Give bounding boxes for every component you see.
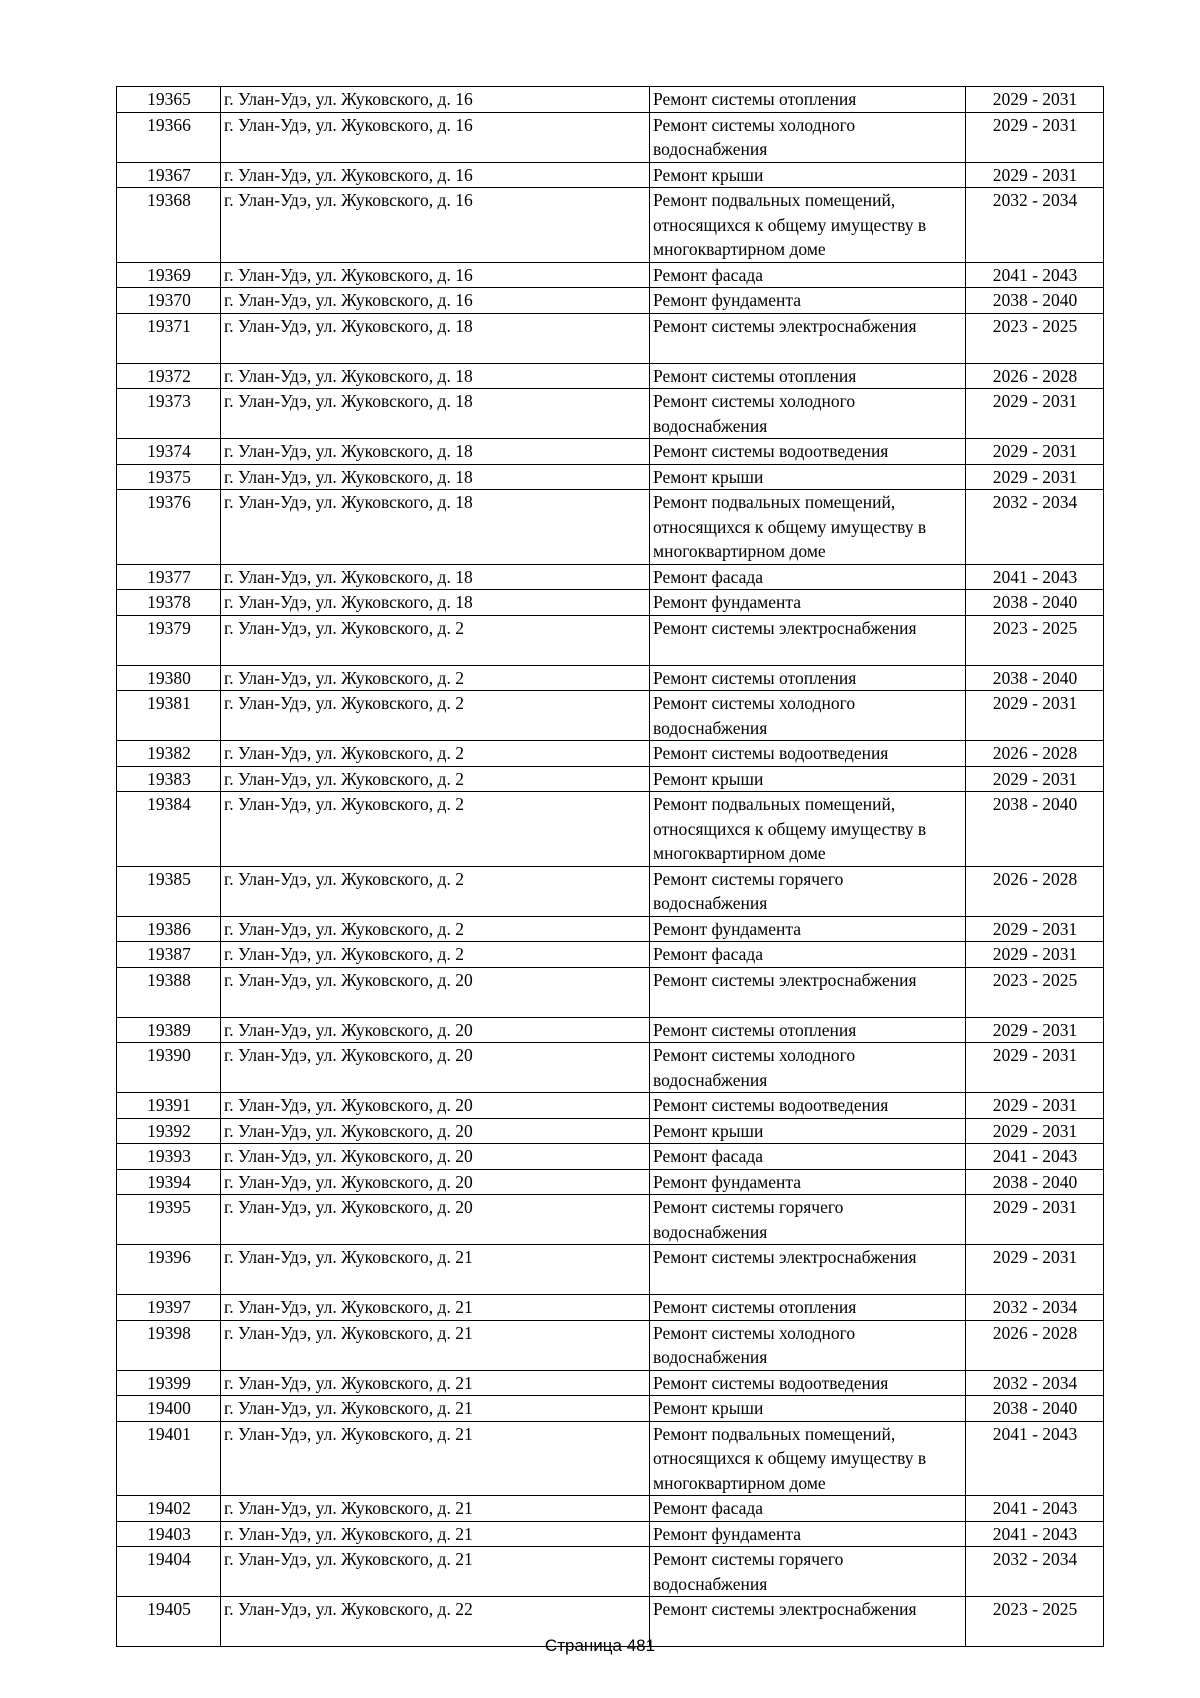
address-cell: г. Улан-Удэ, ул. Жуковского, д. 16 [221, 112, 650, 162]
address-cell: г. Улан-Удэ, ул. Жуковского, д. 2 [221, 691, 650, 741]
work-type-cell: Ремонт системы водоотведения [650, 439, 966, 465]
address-cell: г. Улан-Удэ, ул. Жуковского, д. 16 [221, 288, 650, 314]
period-cell: 2023 - 2025 [966, 313, 1104, 363]
period-cell: 2029 - 2031 [966, 1245, 1104, 1295]
table-row [117, 313, 1104, 363]
table-row [117, 288, 1104, 314]
period-cell: 2029 - 2031 [966, 87, 1104, 113]
address-cell: г. Улан-Удэ, ул. Жуковского, д. 18 [221, 389, 650, 439]
address-cell: г. Улан-Удэ, ул. Жуковского, д. 20 [221, 1118, 650, 1144]
work-type-cell: Ремонт крыши [650, 464, 966, 490]
period-cell: 2032 - 2034 [966, 1295, 1104, 1321]
period-cell: 2041 - 2043 [966, 1521, 1104, 1547]
row-number-cell: 19372 [117, 363, 221, 389]
work-type-cell: Ремонт фасада [650, 564, 966, 590]
period-cell: 2029 - 2031 [966, 1118, 1104, 1144]
address-cell: г. Улан-Удэ, ул. Жуковского, д. 20 [221, 1017, 650, 1043]
row-number-cell: 19376 [117, 490, 221, 565]
row-number-cell: 19390 [117, 1043, 221, 1093]
address-cell: г. Улан-Удэ, ул. Жуковского, д. 2 [221, 766, 650, 792]
row-number-cell: 19369 [117, 262, 221, 288]
table-row [117, 1017, 1104, 1043]
address-cell: г. Улан-Удэ, ул. Жуковского, д. 20 [221, 1144, 650, 1170]
period-cell: 2041 - 2043 [966, 564, 1104, 590]
work-type-cell: Ремонт фасада [650, 1496, 966, 1522]
work-type-cell: Ремонт фасада [650, 262, 966, 288]
address-cell: г. Улан-Удэ, ул. Жуковского, д. 20 [221, 967, 650, 1017]
work-type-cell: Ремонт системы электроснабжения [650, 313, 966, 363]
row-number-cell: 19368 [117, 188, 221, 263]
row-number-cell: 19381 [117, 691, 221, 741]
table-row [117, 1421, 1104, 1496]
table-row [117, 1144, 1104, 1170]
work-type-cell: Ремонт фасада [650, 942, 966, 968]
table-row [117, 1521, 1104, 1547]
row-number-cell: 19388 [117, 967, 221, 1017]
work-type-cell: Ремонт системы горячего водоснабжения [650, 1547, 966, 1597]
row-number-cell: 19404 [117, 1547, 221, 1597]
row-number-cell: 19394 [117, 1169, 221, 1195]
period-cell: 2041 - 2043 [966, 262, 1104, 288]
row-number-cell: 19402 [117, 1496, 221, 1522]
table-row [117, 866, 1104, 916]
address-cell: г. Улан-Удэ, ул. Жуковского, д. 21 [221, 1295, 650, 1321]
work-type-cell: Ремонт фундамента [650, 916, 966, 942]
work-type-cell: Ремонт системы электроснабжения [650, 615, 966, 665]
address-cell: г. Улан-Удэ, ул. Жуковского, д. 21 [221, 1547, 650, 1597]
period-cell: 2026 - 2028 [966, 363, 1104, 389]
row-number-cell: 19370 [117, 288, 221, 314]
period-cell: 2038 - 2040 [966, 1169, 1104, 1195]
address-cell: г. Улан-Удэ, ул. Жуковского, д. 20 [221, 1169, 650, 1195]
table-row [117, 1547, 1104, 1597]
work-type-cell: Ремонт подвальных помещений, относящихся к общему имуществу в многоквартирном доме [650, 792, 966, 867]
work-type-cell: Ремонт фундамента [650, 1521, 966, 1547]
period-cell: 2023 - 2025 [966, 615, 1104, 665]
work-type-cell: Ремонт системы холодного водоснабжения [650, 691, 966, 741]
period-cell: 2029 - 2031 [966, 162, 1104, 188]
period-cell: 2032 - 2034 [966, 1370, 1104, 1396]
table-row [117, 87, 1104, 113]
work-type-cell: Ремонт системы холодного водоснабжения [650, 1320, 966, 1370]
period-cell: 2029 - 2031 [966, 1017, 1104, 1043]
row-number-cell: 19396 [117, 1245, 221, 1295]
address-cell: г. Улан-Удэ, ул. Жуковского, д. 18 [221, 464, 650, 490]
work-type-cell: Ремонт подвальных помещений, относящихся к общему имуществу в многоквартирном доме [650, 188, 966, 263]
repair-schedule-table [116, 86, 1104, 1647]
period-cell: 2029 - 2031 [966, 1093, 1104, 1119]
row-number-cell: 19400 [117, 1396, 221, 1422]
row-number-cell: 19379 [117, 615, 221, 665]
address-cell: г. Улан-Удэ, ул. Жуковского, д. 22 [221, 1597, 650, 1647]
work-type-cell: Ремонт крыши [650, 162, 966, 188]
table-row [117, 564, 1104, 590]
address-cell: г. Улан-Удэ, ул. Жуковского, д. 21 [221, 1496, 650, 1522]
table-row [117, 1496, 1104, 1522]
row-number-cell: 19380 [117, 665, 221, 691]
table-row [117, 112, 1104, 162]
table-row [117, 1320, 1104, 1370]
address-cell: г. Улан-Удэ, ул. Жуковского, д. 18 [221, 313, 650, 363]
table-row [117, 1370, 1104, 1396]
table-row [117, 766, 1104, 792]
work-type-cell: Ремонт системы электроснабжения [650, 1245, 966, 1295]
period-cell: 2041 - 2043 [966, 1144, 1104, 1170]
address-cell: г. Улан-Удэ, ул. Жуковского, д. 21 [221, 1421, 650, 1496]
period-cell: 2029 - 2031 [966, 464, 1104, 490]
period-cell: 2038 - 2040 [966, 288, 1104, 314]
work-type-cell: Ремонт системы электроснабжения [650, 1597, 966, 1647]
address-cell: г. Улан-Удэ, ул. Жуковского, д. 18 [221, 439, 650, 465]
address-cell: г. Улан-Удэ, ул. Жуковского, д. 2 [221, 615, 650, 665]
table-row [117, 1396, 1104, 1422]
period-cell: 2038 - 2040 [966, 665, 1104, 691]
row-number-cell: 19387 [117, 942, 221, 968]
period-cell: 2023 - 2025 [966, 967, 1104, 1017]
page-number: Страница 481 [544, 1636, 656, 1655]
table-row [117, 792, 1104, 867]
row-number-cell: 19395 [117, 1195, 221, 1245]
period-cell: 2041 - 2043 [966, 1421, 1104, 1496]
address-cell: г. Улан-Удэ, ул. Жуковского, д. 20 [221, 1043, 650, 1093]
row-number-cell: 19403 [117, 1521, 221, 1547]
row-number-cell: 19398 [117, 1320, 221, 1370]
row-number-cell: 19371 [117, 313, 221, 363]
address-cell: г. Улан-Удэ, ул. Жуковского, д. 16 [221, 188, 650, 263]
row-number-cell: 19378 [117, 590, 221, 616]
table-row [117, 1245, 1104, 1295]
period-cell: 2038 - 2040 [966, 590, 1104, 616]
work-type-cell: Ремонт подвальных помещений, относящихся к общему имуществу в многоквартирном доме [650, 1421, 966, 1496]
table-row [117, 691, 1104, 741]
period-cell: 2026 - 2028 [966, 1320, 1104, 1370]
work-type-cell: Ремонт системы холодного водоснабжения [650, 112, 966, 162]
address-cell: г. Улан-Удэ, ул. Жуковского, д. 2 [221, 942, 650, 968]
work-type-cell: Ремонт системы отопления [650, 363, 966, 389]
table-body [117, 87, 1104, 1647]
period-cell: 2041 - 2043 [966, 1496, 1104, 1522]
table-row [117, 363, 1104, 389]
address-cell: г. Улан-Удэ, ул. Жуковского, д. 2 [221, 665, 650, 691]
row-number-cell: 19393 [117, 1144, 221, 1170]
address-cell: г. Улан-Удэ, ул. Жуковского, д. 21 [221, 1521, 650, 1547]
row-number-cell: 19391 [117, 1093, 221, 1119]
address-cell: г. Улан-Удэ, ул. Жуковского, д. 18 [221, 363, 650, 389]
row-number-cell: 19367 [117, 162, 221, 188]
period-cell: 2032 - 2034 [966, 188, 1104, 263]
row-number-cell: 19384 [117, 792, 221, 867]
period-cell: 2032 - 2034 [966, 490, 1104, 565]
row-number-cell: 19382 [117, 741, 221, 767]
address-cell: г. Улан-Удэ, ул. Жуковского, д. 16 [221, 162, 650, 188]
work-type-cell: Ремонт крыши [650, 766, 966, 792]
work-type-cell: Ремонт фасада [650, 1144, 966, 1170]
table-row [117, 188, 1104, 263]
address-cell: г. Улан-Удэ, ул. Жуковского, д. 21 [221, 1320, 650, 1370]
row-number-cell: 19405 [117, 1597, 221, 1647]
table-row [117, 967, 1104, 1017]
table-row [117, 1295, 1104, 1321]
period-cell: 2029 - 2031 [966, 916, 1104, 942]
work-type-cell: Ремонт фундамента [650, 1169, 966, 1195]
work-type-cell: Ремонт фундамента [650, 288, 966, 314]
table-row [117, 439, 1104, 465]
period-cell: 2026 - 2028 [966, 741, 1104, 767]
row-number-cell: 19389 [117, 1017, 221, 1043]
work-type-cell: Ремонт крыши [650, 1396, 966, 1422]
table-row [117, 1169, 1104, 1195]
period-cell: 2026 - 2028 [966, 866, 1104, 916]
period-cell: 2029 - 2031 [966, 439, 1104, 465]
table-row [117, 741, 1104, 767]
table-row [117, 162, 1104, 188]
address-cell: г. Улан-Удэ, ул. Жуковского, д. 16 [221, 262, 650, 288]
row-number-cell: 19366 [117, 112, 221, 162]
row-number-cell: 19386 [117, 916, 221, 942]
row-number-cell: 19375 [117, 464, 221, 490]
table-row [117, 942, 1104, 968]
address-cell: г. Улан-Удэ, ул. Жуковского, д. 2 [221, 741, 650, 767]
period-cell: 2029 - 2031 [966, 691, 1104, 741]
address-cell: г. Улан-Удэ, ул. Жуковского, д. 21 [221, 1396, 650, 1422]
address-cell: г. Улан-Удэ, ул. Жуковского, д. 21 [221, 1245, 650, 1295]
work-type-cell: Ремонт фундамента [650, 590, 966, 616]
work-type-cell: Ремонт подвальных помещений, относящихся к общему имуществу в многоквартирном доме [650, 490, 966, 565]
table-row [117, 1093, 1104, 1119]
work-type-cell: Ремонт системы холодного водоснабжения [650, 1043, 966, 1093]
table-row [117, 464, 1104, 490]
work-type-cell: Ремонт крыши [650, 1118, 966, 1144]
table-row [117, 490, 1104, 565]
address-cell: г. Улан-Удэ, ул. Жуковского, д. 21 [221, 1370, 650, 1396]
work-type-cell: Ремонт системы отопления [650, 1017, 966, 1043]
row-number-cell: 19373 [117, 389, 221, 439]
row-number-cell: 19374 [117, 439, 221, 465]
address-cell: г. Улан-Удэ, ул. Жуковского, д. 2 [221, 792, 650, 867]
row-number-cell: 19392 [117, 1118, 221, 1144]
period-cell: 2038 - 2040 [966, 792, 1104, 867]
address-cell: г. Улан-Удэ, ул. Жуковского, д. 18 [221, 564, 650, 590]
address-cell: г. Улан-Удэ, ул. Жуковского, д. 16 [221, 87, 650, 113]
period-cell: 2029 - 2031 [966, 1043, 1104, 1093]
row-number-cell: 19365 [117, 87, 221, 113]
table-row [117, 1195, 1104, 1245]
period-cell: 2029 - 2031 [966, 766, 1104, 792]
period-cell: 2029 - 2031 [966, 112, 1104, 162]
row-number-cell: 19401 [117, 1421, 221, 1496]
period-cell: 2023 - 2025 [966, 1597, 1104, 1647]
address-cell: г. Улан-Удэ, ул. Жуковского, д. 2 [221, 916, 650, 942]
work-type-cell: Ремонт системы электроснабжения [650, 967, 966, 1017]
work-type-cell: Ремонт системы холодного водоснабжения [650, 389, 966, 439]
table-row [117, 389, 1104, 439]
address-cell: г. Улан-Удэ, ул. Жуковского, д. 20 [221, 1093, 650, 1119]
work-type-cell: Ремонт системы отопления [650, 665, 966, 691]
work-type-cell: Ремонт системы водоотведения [650, 741, 966, 767]
period-cell: 2029 - 2031 [966, 1195, 1104, 1245]
work-type-cell: Ремонт системы водоотведения [650, 1370, 966, 1396]
table-row [117, 262, 1104, 288]
work-type-cell: Ремонт системы отопления [650, 87, 966, 113]
work-type-cell: Ремонт системы отопления [650, 1295, 966, 1321]
row-number-cell: 19377 [117, 564, 221, 590]
work-type-cell: Ремонт системы горячего водоснабжения [650, 1195, 966, 1245]
row-number-cell: 19383 [117, 766, 221, 792]
table-row [117, 590, 1104, 616]
row-number-cell: 19385 [117, 866, 221, 916]
table-row [117, 916, 1104, 942]
table-row [117, 665, 1104, 691]
table-row [117, 1043, 1104, 1093]
work-type-cell: Ремонт системы водоотведения [650, 1093, 966, 1119]
period-cell: 2029 - 2031 [966, 942, 1104, 968]
period-cell: 2038 - 2040 [966, 1396, 1104, 1422]
work-type-cell: Ремонт системы горячего водоснабжения [650, 866, 966, 916]
row-number-cell: 19399 [117, 1370, 221, 1396]
address-cell: г. Улан-Удэ, ул. Жуковского, д. 18 [221, 590, 650, 616]
row-number-cell: 19397 [117, 1295, 221, 1321]
period-cell: 2032 - 2034 [966, 1547, 1104, 1597]
table-row [117, 1118, 1104, 1144]
address-cell: г. Улан-Удэ, ул. Жуковского, д. 18 [221, 490, 650, 565]
table-row [117, 615, 1104, 665]
address-cell: г. Улан-Удэ, ул. Жуковского, д. 2 [221, 866, 650, 916]
period-cell: 2029 - 2031 [966, 389, 1104, 439]
address-cell: г. Улан-Удэ, ул. Жуковского, д. 20 [221, 1195, 650, 1245]
